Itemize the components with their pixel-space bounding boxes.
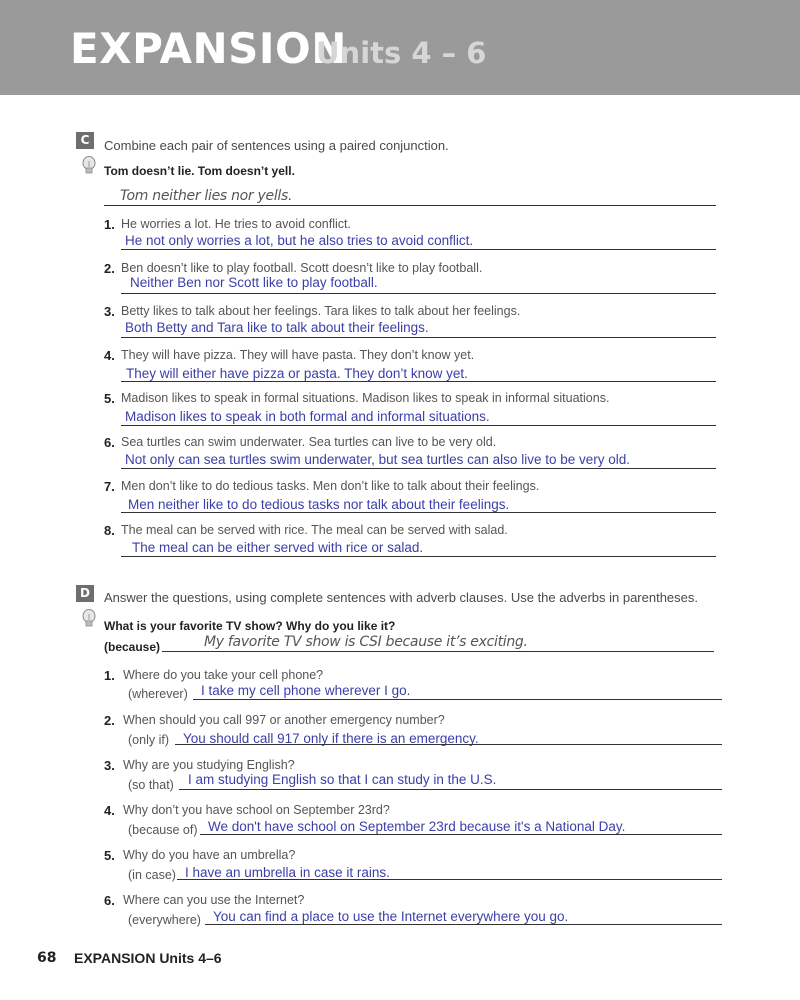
item-number: 4. xyxy=(104,803,115,818)
answer-line xyxy=(121,381,716,382)
section-c-example-answer: Tom neither lies nor yells. xyxy=(120,188,293,204)
item-number: 3. xyxy=(104,304,115,319)
item-prompt: Sea turtles can swim underwater. Sea turtles can live to be very old. xyxy=(121,435,497,449)
item-number: 2. xyxy=(104,713,115,728)
item-number: 6. xyxy=(104,893,115,908)
item-number: 6. xyxy=(104,435,115,450)
answer-line xyxy=(121,512,716,513)
item-prompt: Where do you take your cell phone? xyxy=(123,668,324,682)
item-number: 3. xyxy=(104,758,115,773)
item-answer[interactable]: I have an umbrella in case it rains. xyxy=(185,865,390,880)
item-prompt: The meal can be served with rice. The meal can be served with salad. xyxy=(121,523,508,537)
item-prompt: They will have pizza. They will have pasta. They don’t know yet. xyxy=(121,348,475,362)
item-cue: (everywhere) xyxy=(128,913,201,927)
item-answer[interactable]: He not only worries a lot, but he also tries to avoid conflict. xyxy=(125,233,474,248)
section-d-example-question: What is your favorite TV show? Why do you like it? xyxy=(104,619,396,633)
item-cue: (because of) xyxy=(128,823,198,837)
answer-line xyxy=(121,425,716,426)
item-answer[interactable]: Neither Ben nor Scott like to play football. xyxy=(130,275,378,290)
item-answer[interactable]: Men neither like to do tedious tasks nor talk about their feelings. xyxy=(128,497,510,512)
item-answer[interactable]: You can find a place to use the Internet everywhere you go. xyxy=(213,909,569,924)
item-prompt: Where can you use the Internet? xyxy=(123,893,305,907)
answer-line xyxy=(121,337,716,338)
item-prompt: Ben doesn’t like to play football. Scott doesn’t like to play football. xyxy=(121,261,483,275)
item-number: 8. xyxy=(104,523,115,538)
item-answer[interactable]: We don't have school on September 23rd because it's a National Day. xyxy=(208,819,626,834)
page-title: EXPANSION xyxy=(70,24,347,73)
item-prompt: He worries a lot. He tries to avoid conflict. xyxy=(121,217,351,231)
item-number: 7. xyxy=(104,479,115,494)
item-number: 4. xyxy=(104,348,115,363)
item-number: 5. xyxy=(104,391,115,406)
answer-line xyxy=(175,744,722,745)
item-prompt: Madison likes to speak in formal situations. Madison likes to speak in informal situations. xyxy=(121,391,610,405)
lightbulb-icon xyxy=(82,609,96,629)
answer-line xyxy=(200,834,722,835)
item-answer[interactable]: Both Betty and Tara like to talk about their feelings. xyxy=(125,320,429,335)
page-number: 68 xyxy=(37,950,57,966)
item-cue: (in case) xyxy=(128,868,176,882)
item-prompt: Why don’t you have school on September 23rd? xyxy=(123,803,390,817)
item-prompt: Men don’t like to do tedious tasks. Men don’t like to talk about their feelings. xyxy=(121,479,540,493)
section-d-instruction: Answer the questions, using complete sentences with adverb clauses. Use the adverbs in parentheses. xyxy=(104,590,699,605)
item-number: 5. xyxy=(104,848,115,863)
section-c-instruction: Combine each pair of sentences using a paired conjunction. xyxy=(104,138,449,153)
answer-line xyxy=(121,249,716,250)
answer-line xyxy=(104,205,716,206)
item-answer[interactable]: I am studying English so that I can study in the U.S. xyxy=(188,772,497,787)
section-d-example-cue: (because) xyxy=(104,640,161,654)
item-cue: (wherever) xyxy=(128,687,188,701)
page-subtitle: Units 4 – 6 xyxy=(316,36,487,70)
item-answer[interactable]: You should call 917 only if there is an emergency. xyxy=(183,731,479,746)
item-answer[interactable]: Madison likes to speak in both formal and informal situations. xyxy=(125,409,490,424)
answer-line xyxy=(121,293,716,294)
section-d-badge: D xyxy=(76,585,94,602)
answer-line xyxy=(205,924,722,925)
item-prompt: Betty likes to talk about her feelings. Tara likes to talk about her feelings. xyxy=(121,304,521,318)
answer-line xyxy=(121,556,716,557)
answer-line xyxy=(162,651,714,652)
item-number: 1. xyxy=(104,217,115,232)
answer-line xyxy=(179,789,722,790)
item-prompt: Why are you studying English? xyxy=(123,758,295,772)
item-answer[interactable]: I take my cell phone wherever I go. xyxy=(201,683,411,698)
item-prompt: When should you call 997 or another emergency number? xyxy=(123,713,445,727)
item-cue: (only if) xyxy=(128,733,169,747)
item-answer[interactable]: The meal can be either served with rice or salad. xyxy=(132,540,424,555)
section-c-badge: C xyxy=(76,132,94,149)
footer-title: EXPANSION Units 4–6 xyxy=(74,950,222,966)
item-cue: (so that) xyxy=(128,778,174,792)
item-answer[interactable]: Not only can sea turtles swim underwater, but sea turtles can also live to be very old. xyxy=(125,452,630,467)
item-answer[interactable]: They will either have pizza or pasta. They don’t know yet. xyxy=(126,366,468,381)
item-number: 1. xyxy=(104,668,115,683)
answer-line xyxy=(177,879,722,880)
item-prompt: Why do you have an umbrella? xyxy=(123,848,296,862)
item-number: 2. xyxy=(104,261,115,276)
section-c-example-question: Tom doesn’t lie. Tom doesn’t yell. xyxy=(104,164,295,178)
lightbulb-icon xyxy=(82,156,96,176)
answer-line xyxy=(121,468,716,469)
section-d-example-answer: My favorite TV show is CSI because it’s exciting. xyxy=(204,634,528,650)
answer-line xyxy=(193,699,722,700)
